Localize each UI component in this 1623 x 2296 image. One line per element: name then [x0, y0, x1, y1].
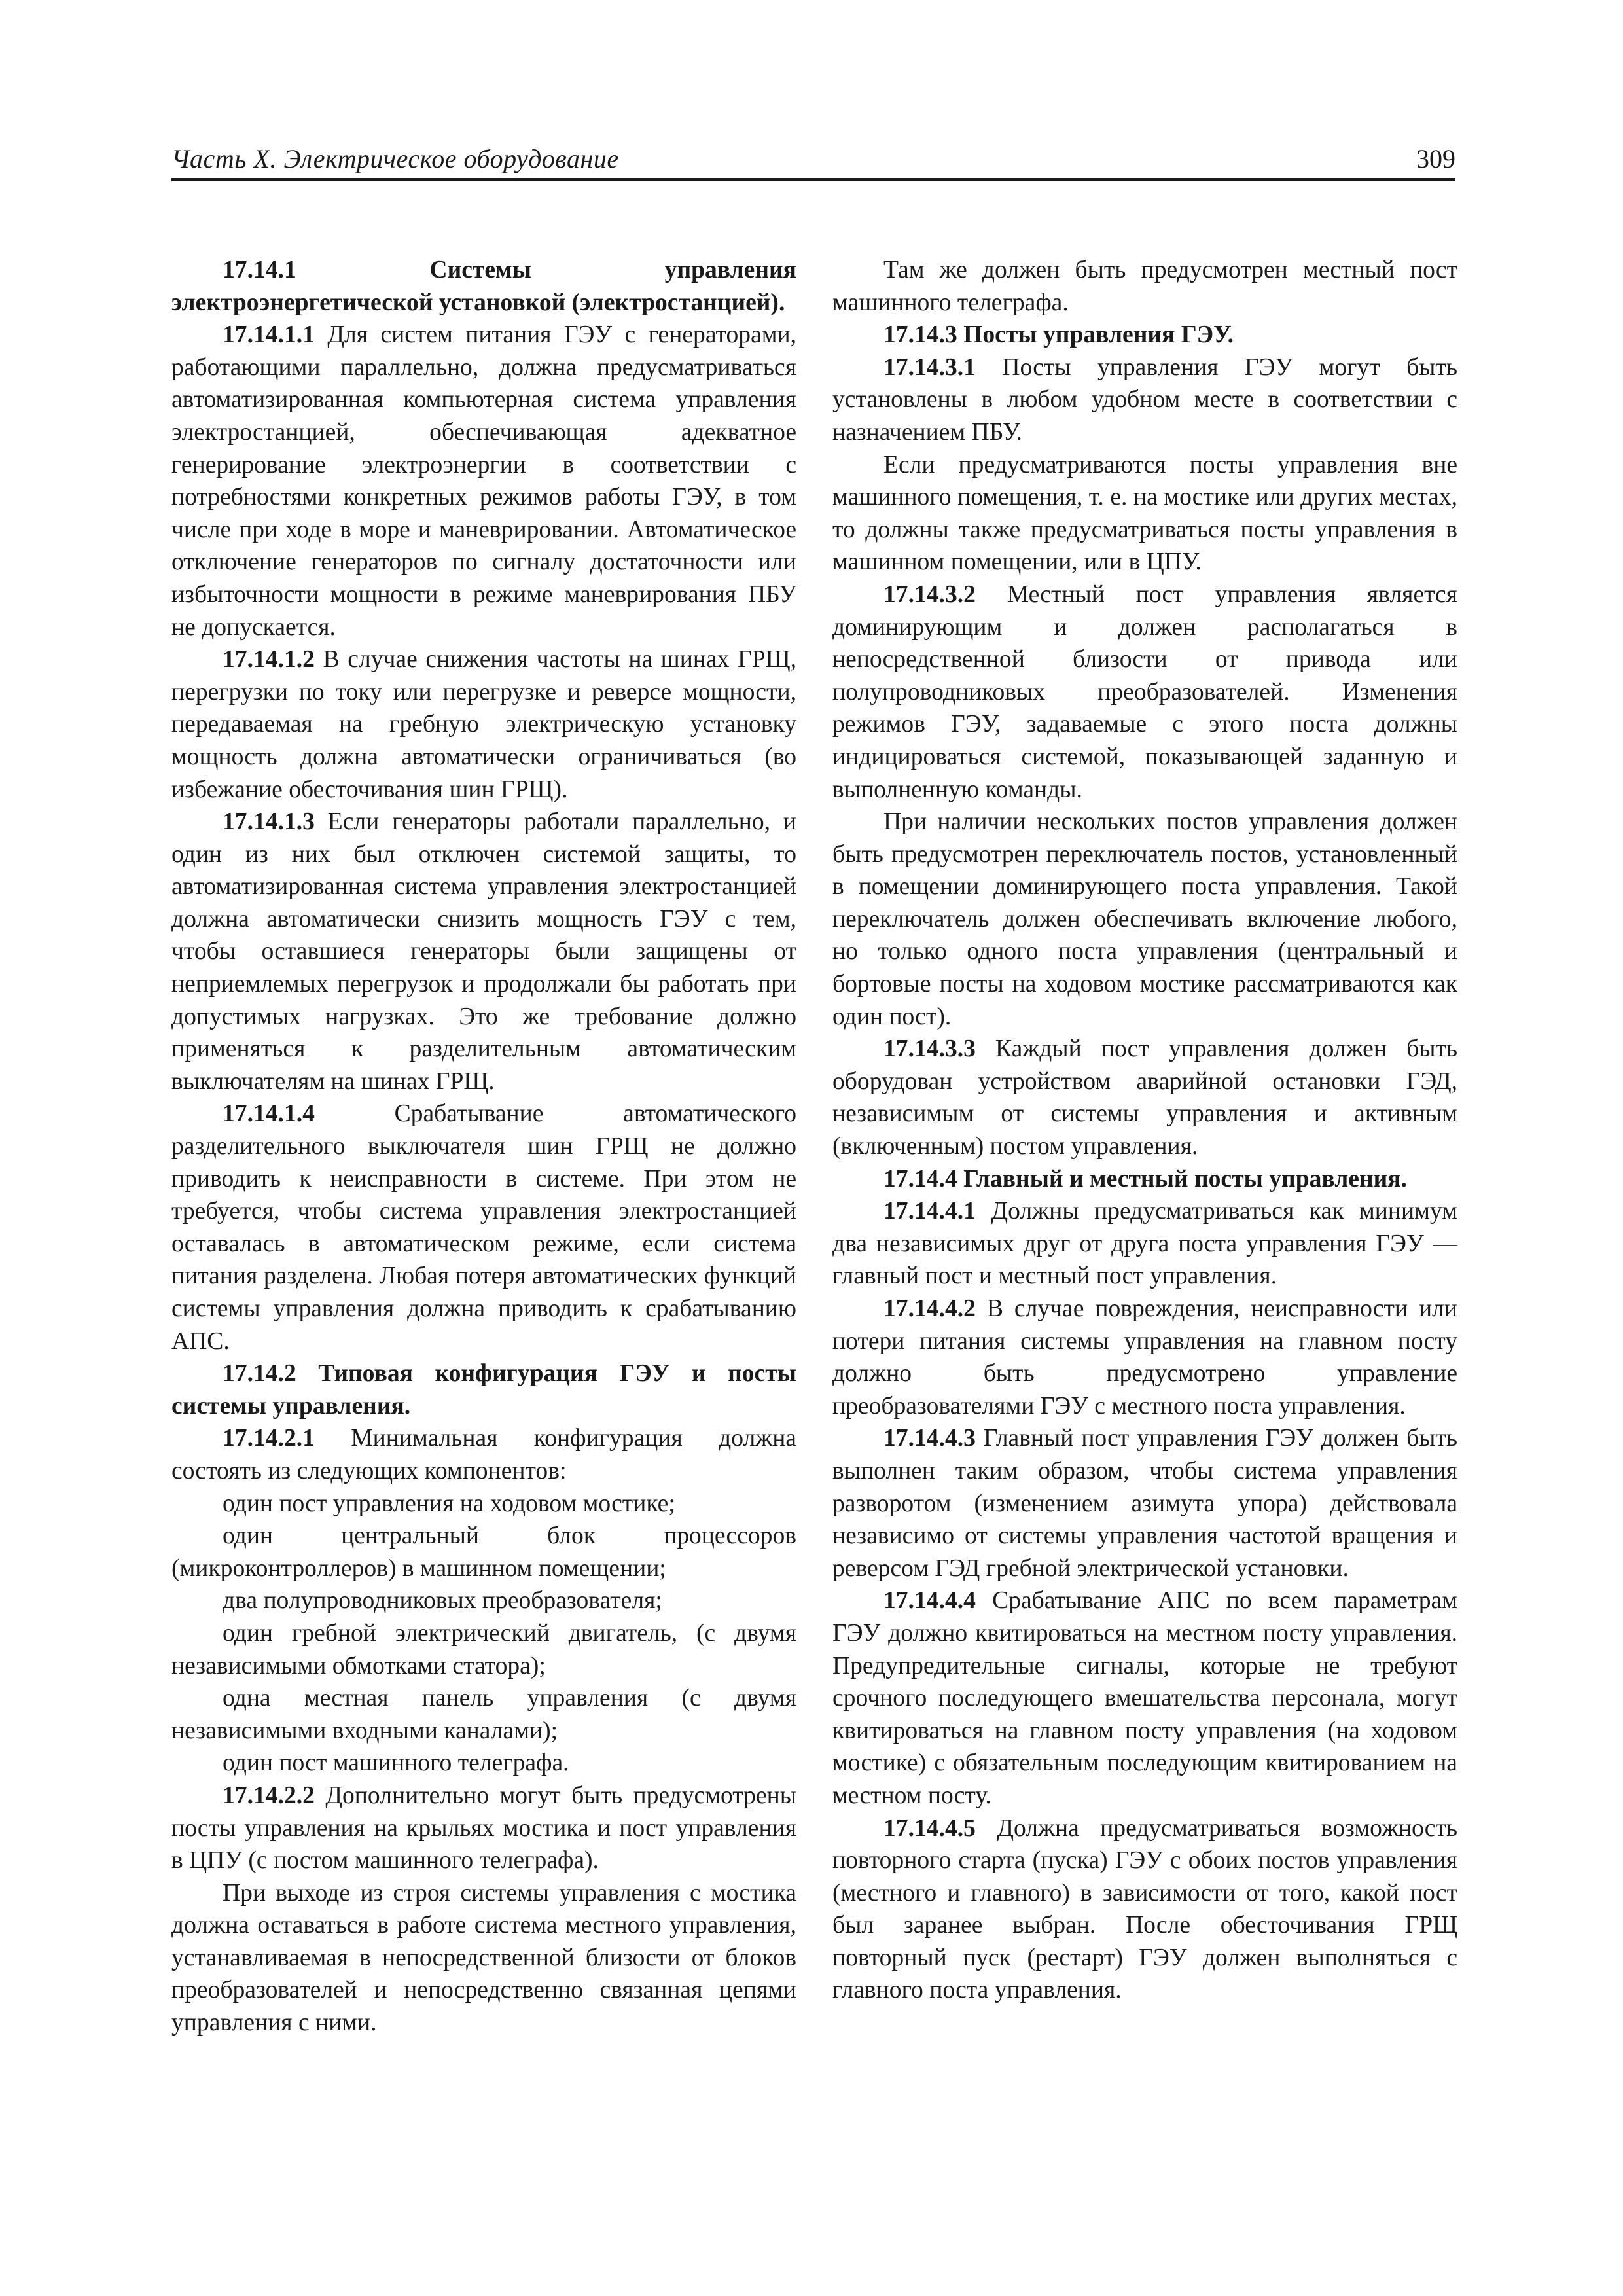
paragraph-text: один пост управления на ходовом мостике; — [223, 1490, 675, 1517]
paragraph-text: Должна предусматриваться возможность повторного старта (пуска) ГЭУ с обоих постов управления (местного и главного) в зависимости от того, какой пост был заранее выбран. После обесточивания ГРЩ повторный пуск (рестарт) ГЭУ должен выполняться с главного поста управления. — [832, 1814, 1457, 2004]
paragraph — [171, 1520, 796, 1585]
paragraph-text: Минимальная конфигурация должна состоять из следующих компонентов: — [171, 1425, 796, 1484]
paragraph-text: В случае повреждения, неисправности или потери питания системы управления на главном посту должно быть предусмотрено управление преобразователями ГЭУ с местного поста управления. — [832, 1295, 1457, 1420]
paragraph-text: Главный пост управления ГЭУ должен быть выполнен таким образом, чтобы система управления разворотом (изменением азимута упора) действовала независимо от системы управления частотой вращения и реверсом ГЭД гребной электрической установки. — [832, 1425, 1457, 1582]
section-heading — [171, 1357, 796, 1422]
paragraph — [171, 1617, 796, 1682]
clause-number: 17.14.4.1 — [883, 1198, 976, 1225]
paragraph-text: Должны предусматриваться как минимум два независимых друг от друга поста управления ГЭУ — главный пост и местный пост управления. — [832, 1198, 1457, 1290]
clause-number: 17.14.3.3 — [883, 1035, 976, 1063]
paragraph-text: один гребной электрический двигатель, (с двумя независимыми обмотками статора); — [171, 1619, 796, 1679]
paragraph — [832, 579, 1457, 806]
paragraph-text: Главный и местный посты управления. — [957, 1165, 1407, 1193]
paragraph — [832, 1033, 1457, 1162]
paragraph-text: Если предусматриваются посты управления вне машинного помещения, т. е. на мостике или других местах, то должны также предусматриваться посты управления в машинном помещении, или в ЦПУ. — [832, 451, 1457, 576]
paragraph-text: Типовая конфигурация ГЭУ и посты системы управления. — [171, 1360, 796, 1420]
paragraph-text: В случае снижения частоты на шинах ГРЩ, перегрузки по току или перегрузке и реверсе мощности, передаваемая на гребную электрическую установку мощность должна автоматически ограничиваться (во избежание обесточивания шин ГРЩ). — [171, 646, 796, 803]
clause-number: 17.14.2 — [223, 1360, 296, 1388]
paragraph — [171, 1585, 796, 1617]
clause-number: 17.14.4.2 — [883, 1295, 976, 1322]
clause-number: 17.14.4.3 — [883, 1425, 976, 1452]
clause-number: 17.14.1.3 — [223, 808, 315, 836]
paragraph-text: Посты управления ГЭУ. — [957, 321, 1234, 349]
paragraph — [832, 1195, 1457, 1293]
clause-number: 17.14.3 — [883, 321, 957, 349]
paragraph-text: одна местная панель управления (с двумя независимыми входными каналами); — [171, 1685, 796, 1744]
section-heading — [832, 319, 1457, 351]
paragraph — [171, 806, 796, 1098]
section-heading — [832, 1163, 1457, 1196]
paragraph-text: При выходе из строя системы управления с мостика должна оставаться в работе система местного управления, устанавливаемая в непосредственной близости от блоков преобразователей и непосредственно связанная цепями управления с ними. — [171, 1879, 796, 2037]
clause-number: 17.14.4.4 — [883, 1587, 976, 1615]
paragraph — [832, 1585, 1457, 1812]
paragraph-text: При наличии нескольких постов управления должен быть предусмотрен переключатель постов, установленный в помещении доминирующего поста управления. Такой переключатель должен обеспечивать включение любого, но только одного поста управления (центральный и бортовые посты на ходовом мостике рассматриваются как один пост). — [832, 808, 1457, 1030]
paragraph-text: Там же должен быть предусмотрен местный пост машинного телеграфа. — [832, 257, 1457, 316]
paragraph — [832, 449, 1457, 579]
paragraph — [832, 1422, 1457, 1585]
paragraph — [832, 1293, 1457, 1422]
section-heading — [171, 254, 796, 319]
paragraph — [832, 1812, 1457, 2007]
paragraph — [171, 319, 796, 643]
paragraph-text: Местный пост управления является доминирующим и должен располагаться в непосредственной близости от привода или полупроводниковых преобразователей. Изменения режимов ГЭУ, задаваемые с этого поста должны индицироваться системой, показывающей заданную и выполненную команды. — [832, 581, 1457, 803]
page-number: 309 — [1416, 144, 1455, 173]
paragraph-text: Срабатывание автоматического разделительного выключателя шин ГРЩ не должно приводить к неисправности в системе. При этом не требуется, чтобы система управления электростанцией оставалась в автоматическом режиме, если система питания разделена. Любая потеря автоматических функций системы управления должна приводить к срабатыванию АПС. — [171, 1100, 796, 1355]
paragraph — [171, 1780, 796, 1877]
running-header-title: Часть X. Электрическое оборудование — [171, 144, 619, 173]
paragraph-text: Посты управления ГЭУ могут быть установлены в любом удобном месте в соответствии с назначением ПБУ. — [832, 353, 1457, 446]
clause-number: 17.14.4.5 — [883, 1814, 976, 1842]
clause-number: 17.14.3.2 — [883, 581, 976, 608]
clause-number: 17.14.1.4 — [223, 1100, 315, 1128]
paragraph-text: один центральный блок процессоров (микроконтроллеров) в машинном помещении; — [171, 1522, 796, 1582]
clause-number: 17.14.2.1 — [223, 1425, 315, 1452]
paragraph — [171, 1488, 796, 1520]
clause-number: 17.14.2.2 — [223, 1782, 315, 1809]
left-column — [171, 254, 796, 2039]
paragraph — [171, 643, 796, 806]
paragraph-text: два полупроводниковых преобразователя; — [223, 1587, 662, 1615]
clause-number: 17.14.1.2 — [223, 646, 315, 673]
paragraph — [171, 1682, 796, 1747]
paragraph — [171, 1422, 796, 1487]
paragraph-text: Для систем питания ГЭУ с генераторами, работающими параллельно, должна предусматриваться автоматизированная компьютерная система управления электростанцией, обеспечивающая адекватное генерирование электроэнергии в соответствии с потребностями конкретных режимов работы ГЭУ, в том числе при ходе в море и маневрировании. Автоматическое отключение генераторов по сигналу достаточности или избыточности мощности в режиме маневрирования ПБУ не допускается. — [171, 321, 796, 641]
clause-number: 17.14.3.1 — [883, 353, 976, 381]
paragraph-text: Каждый пост управления должен быть оборудован устройством аварийной остановки ГЭД, независимым от системы управления и активным (включенным) постом управления. — [832, 1035, 1457, 1160]
paragraph — [832, 254, 1457, 319]
paragraph — [832, 806, 1457, 1033]
paragraph-text: Дополнительно могут быть предусмотрены посты управления на крыльях мостика и пост управления в ЦПУ (с постом машинного телеграфа). — [171, 1782, 796, 1874]
paragraph-text: Срабатывание АПС по всем параметрам ГЭУ должно квитироваться на местном посту управления. Предупредительные сигналы, которые не требуют срочного последующего вмешательства персонала, могут квитироваться на главном посту управления (на ходовом мостике) с обязательным последующим квитированием на местном посту. — [832, 1587, 1457, 1809]
paragraph-text: Если генераторы работали параллельно, и один из них был отключен системой защиты, то автоматизированная система управления электростанцией должна автоматически снизить мощность ГЭУ с тем, чтобы оставшиеся генераторы были защищены от неприемлемых перегрузок и продолжали бы работать при допустимых нагрузках. Это же требование должно применяться к разделительным автоматическим выключателям на шинах ГРЩ. — [171, 808, 796, 1095]
paragraph — [171, 1747, 796, 1780]
clause-number: 17.14.4 — [883, 1165, 957, 1193]
clause-number: 17.14.1.1 — [223, 321, 315, 349]
paragraph — [171, 1098, 796, 1357]
clause-number: 17.14.1 — [223, 257, 296, 283]
running-header — [171, 145, 1455, 181]
paragraph-text: один пост машинного телеграфа. — [223, 1749, 569, 1777]
paragraph-text: Системы управления электроэнергетической установкой (электростанцией). — [171, 257, 796, 316]
paragraph — [171, 1877, 796, 2039]
paragraph — [832, 351, 1457, 449]
right-column — [832, 254, 1457, 2007]
